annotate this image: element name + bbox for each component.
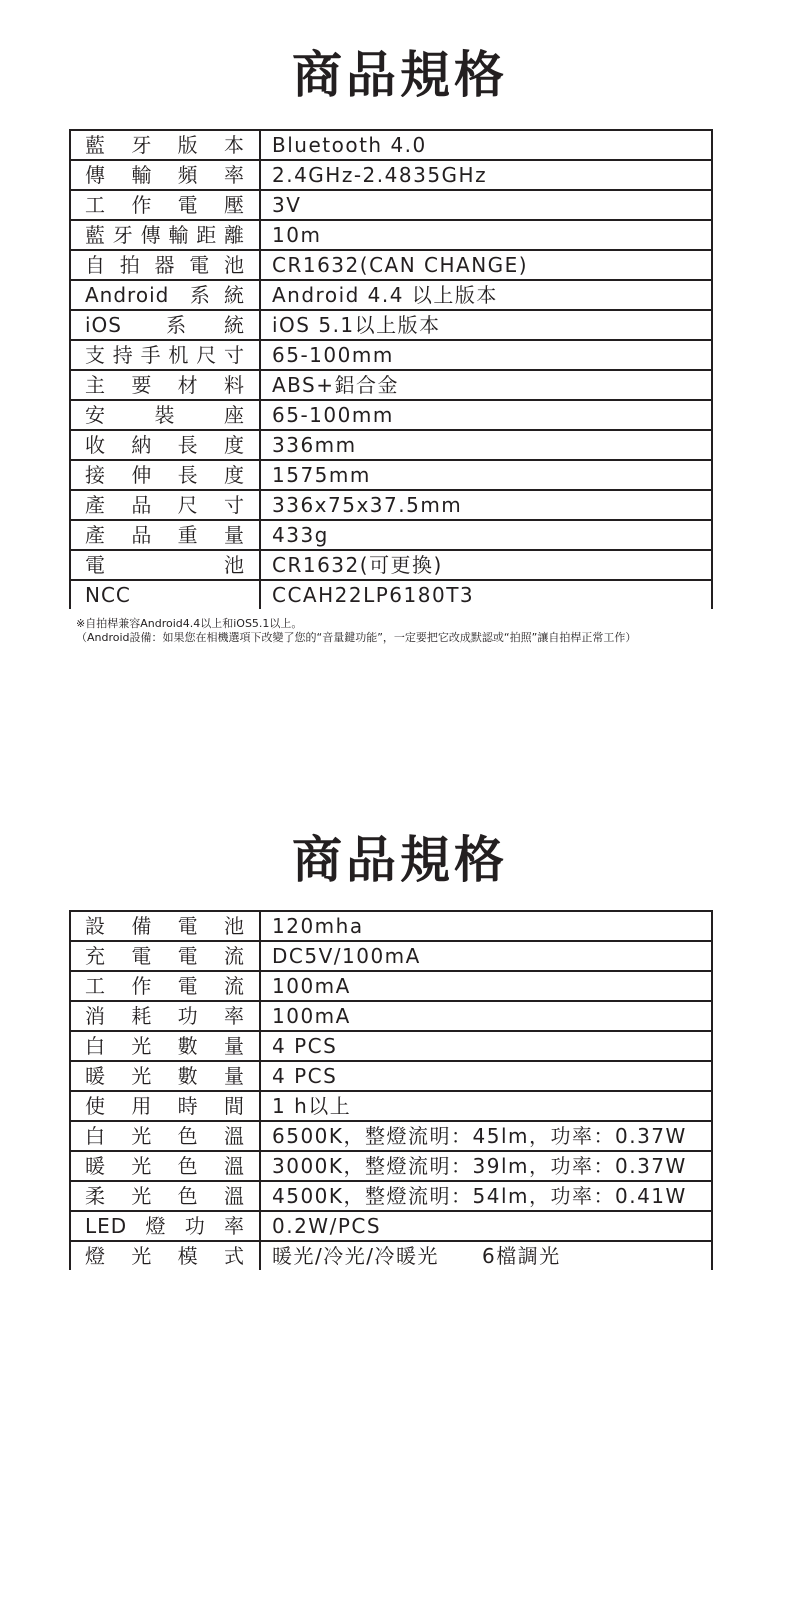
spec-value: 120mha (260, 911, 712, 941)
spec-row (70, 280, 712, 310)
spec-value: Bluetooth 4.0 (260, 130, 712, 160)
spec-value: 1575mm (260, 460, 712, 490)
spec-value: 10m (260, 220, 712, 250)
spec-row (70, 550, 712, 580)
spec-value: CR1632(可更換) (260, 550, 712, 580)
spec-value: 4500K，整燈流明：54lm，功率：0.41W (260, 1181, 712, 1211)
section2-title: 商品規格 (292, 831, 508, 889)
spec-row (70, 310, 712, 340)
spec-row (70, 460, 712, 490)
spec-label: LED燈功率 (70, 1211, 260, 1241)
spec-label: 收納長度 (70, 430, 260, 460)
spec-row (70, 160, 712, 190)
spec-value: 336mm (260, 430, 712, 460)
spec-label: 工作電壓 (70, 190, 260, 220)
spec-value: 100mA (260, 1001, 712, 1031)
spec-value: 336x75x37.5mm (260, 490, 712, 520)
spec-label: Android 系統 (70, 280, 260, 310)
spec-row (70, 130, 712, 160)
note-line-1: ※自拍桿兼容Android4.4以上和iOS5.1以上。 (76, 617, 303, 630)
spec-row (70, 220, 712, 250)
spec-row (70, 1031, 712, 1061)
spec-table-2 (69, 910, 713, 1270)
spec-value: 433g (260, 520, 712, 550)
spec-label: 產品尺寸 (70, 490, 260, 520)
spec-label: 燈光模式 (70, 1241, 260, 1270)
compatibility-note (76, 617, 776, 645)
spec-row (70, 971, 712, 1001)
spec-value: DC5V/100mA (260, 941, 712, 971)
spec-label: 柔光色溫 (70, 1181, 260, 1211)
spec-value: 65-100mm (260, 340, 712, 370)
spec-label: 自拍器電池 (70, 250, 260, 280)
spec-label: 白光色溫 (70, 1121, 260, 1151)
spec-row (70, 911, 712, 941)
spec-label: 藍牙版本 (70, 130, 260, 160)
spec-row (70, 1001, 712, 1031)
spec-row (70, 1061, 712, 1091)
spec-label: 白光數量 (70, 1031, 260, 1061)
spec-label: 暖光數量 (70, 1061, 260, 1091)
spec-value: 2.4GHz-2.4835GHz (260, 160, 712, 190)
spec-row (70, 400, 712, 430)
spec-value: 暖光/冷光/冷暖光 6檔調光 (260, 1241, 712, 1270)
spec-label: 工作電流 (70, 971, 260, 1001)
spec-label: 電池 (70, 550, 260, 580)
spec-value: 6500K，整燈流明：45lm，功率：0.37W (260, 1121, 712, 1151)
spec-row (70, 1151, 712, 1181)
section1-title: 商品規格 (292, 46, 508, 104)
spec-label: 支持手机尺寸 (70, 340, 260, 370)
spec-label: 藍牙傳輸距離 (70, 220, 260, 250)
spec-row (70, 250, 712, 280)
spec-value: 65-100mm (260, 400, 712, 430)
spec-value: 3V (260, 190, 712, 220)
spec-row (70, 190, 712, 220)
spec-label: 使用時間 (70, 1091, 260, 1121)
spec-row (70, 490, 712, 520)
spec-label: 充電電流 (70, 941, 260, 971)
spec-value: CCAH22LP6180T3 (260, 580, 712, 609)
spec-value: 1 h以上 (260, 1091, 712, 1121)
spec-row (70, 430, 712, 460)
spec-row (70, 520, 712, 550)
spec-label: 接伸長度 (70, 460, 260, 490)
spec-label: 消耗功率 (70, 1001, 260, 1031)
spec-value: iOS 5.1以上版本 (260, 310, 712, 340)
spec-table-2-body (70, 911, 712, 1270)
spec-value: 0.2W/PCS (260, 1211, 712, 1241)
note-line-2: （Android設備：如果您在相機選項下改變了您的“音量鍵功能”，一定要把它改成默認或“拍照”讓自拍桿正常工作） (76, 631, 637, 644)
spec-label: 主要材料 (70, 370, 260, 400)
spec-value: ABS+鋁合金 (260, 370, 712, 400)
spec-label: 設備電池 (70, 911, 260, 941)
spec-value: 100mA (260, 971, 712, 1001)
spec-row (70, 1091, 712, 1121)
spec-value: Android 4.4 以上版本 (260, 280, 712, 310)
spec-row (70, 370, 712, 400)
spec-value: 4 PCS (260, 1031, 712, 1061)
spec-label: 傳輸頻率 (70, 160, 260, 190)
spec-label: 產品重量 (70, 520, 260, 550)
spec-label: NCC (70, 580, 260, 609)
spec-label: 暖光色溫 (70, 1151, 260, 1181)
spec-row (70, 1241, 712, 1270)
spec-row (70, 340, 712, 370)
spec-row (70, 941, 712, 971)
spec-value: 4 PCS (260, 1061, 712, 1091)
spec-table-1-body (70, 130, 712, 609)
spec-row (70, 580, 712, 609)
spec-value: 3000K，整燈流明：39lm，功率：0.37W (260, 1151, 712, 1181)
spec-table-1 (69, 129, 713, 609)
spec-row (70, 1121, 712, 1151)
spec-value: CR1632(CAN CHANGE) (260, 250, 712, 280)
spec-row (70, 1211, 712, 1241)
spec-label: iOS 系統 (70, 310, 260, 340)
spec-label: 安裝座 (70, 400, 260, 430)
spec-row (70, 1181, 712, 1211)
